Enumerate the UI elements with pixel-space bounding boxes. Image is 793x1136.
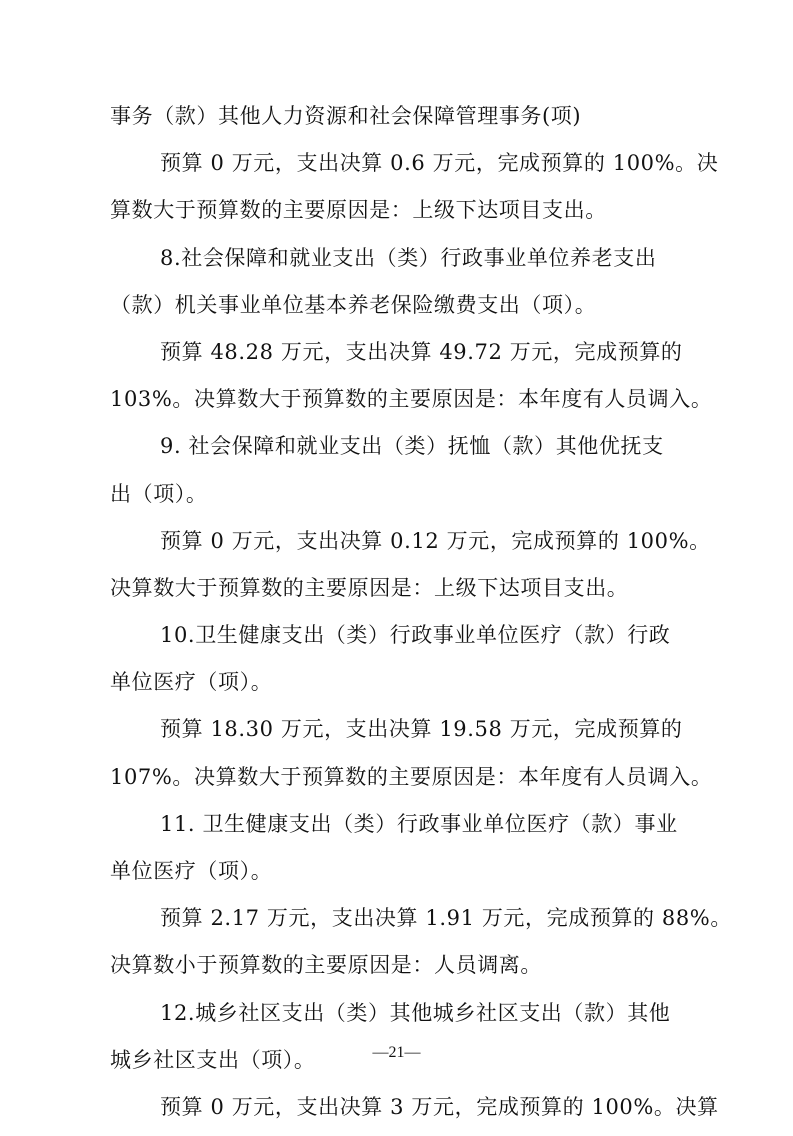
text-line: （款）机关事业单位基本养老保险缴费支出（项）。 [110,292,597,317]
text-line: 预算 0 万元，支出决算 0.6 万元，完成预算的 100%。决 [160,151,719,176]
text-line: 12.城乡社区支出（类）其他城乡社区支出（款）其他 [160,1000,671,1025]
text-line: 决算数大于预算数的主要原因是：上级下达项目支出。 [110,575,629,600]
text-line: 9. 社会保障和就业支出（类）抚恤（款）其他优抚支 [160,434,664,459]
text-line: 城乡社区支出（项）。 [110,1047,316,1072]
text-line: 103%。决算数大于预算数的主要原因是：本年度有人员调入。 [110,387,713,412]
text-line: 预算 2.17 万元，支出决算 1.91 万元，完成预算的 88%。 [160,906,732,931]
text-line: 107%。决算数大于预算数的主要原因是：本年度有人员调入。 [110,764,713,789]
text-line: 事务（款）其他人力资源和社会保障管理事务(项) [110,104,582,128]
text-line: 预算 18.30 万元，支出决算 19.58 万元，完成预算的 [160,717,683,742]
text-line: 11. 卫生健康支出（类）行政事业单位医疗（款）事业 [160,811,678,836]
text-line: 预算 48.28 万元，支出决算 49.72 万元，完成预算的 [160,339,683,364]
text-line: 预算 0 万元，支出决算 0.12 万元，完成预算的 100%。 [160,528,711,553]
text-line: 单位医疗（项）。 [110,670,273,695]
page-number: —21— [372,1044,421,1061]
text-line: 决算数小于预算数的主要原因是：人员调离。 [110,953,542,978]
text-line: 算数大于预算数的主要原因是：上级下达项目支出。 [110,198,607,223]
text-line: 8.社会保障和就业支出（类）行政事业单位养老支出 [160,245,657,270]
body-text [110,98,732,1136]
text-line: 出（项）。 [110,481,208,506]
text-line: 10.卫生健康支出（类）行政事业单位医疗（款）行政 [160,623,671,648]
text-line: 单位医疗（项）。 [110,859,273,883]
text-line: 预算 0 万元，支出决算 3 万元，完成预算的 100%。决算 [160,1094,719,1119]
